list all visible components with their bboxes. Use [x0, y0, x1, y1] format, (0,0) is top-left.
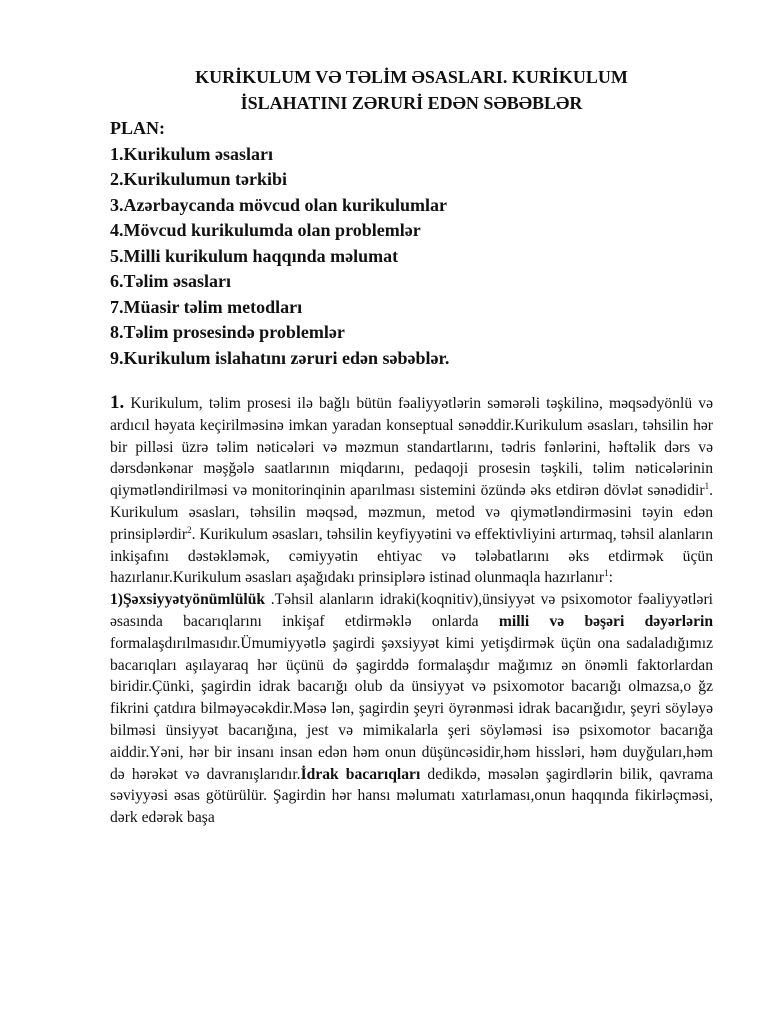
paragraph-text: dedikdə, məsələn şagirdlərin bilik, qavrama səviyyəsi əsas götürülür. Şagirdin hər hansı məlumatı xatırlaması,onun haqqında fikirləçməsi, dərk edərək başa — [110, 765, 713, 827]
plan-list — [110, 142, 713, 372]
plan-item: 8.Təlim prosesində problemlər — [110, 322, 345, 342]
plan-item: 9.Kurikulum islahatını zəruri edən səbəblər. — [110, 347, 450, 368]
plan-item: 5.Milli kurikulum haqqında məlumat — [110, 245, 399, 266]
footnote-ref: 1 — [604, 568, 609, 579]
paragraph-1 — [110, 392, 713, 589]
paragraph-text: formalaşdırılmasıdır.Ümumiyyətlə şagirdi şəxsiyyət kimi yetişdirmək üçün ona sadaladığımız bacarıqları aşılayaraq hər üçünü də şagirddə formalaşdır mağımız ən önəmli faktorlardan biridir.Çünki, şagirdin idrak bacarığı olub da ünsiyyət və psixomotor bacarığı olmazsa,o ğz fikrini çatdıra bilməyəcəkdir.Məsə lən, şagirdin şeyri öyrənməsi idrak bacarığıdır, şeyri söyləyə bilməsi ünsiyyət bacarığına, jest və mimikalarla şeri söyləməsi isə psixomotor bacarığa aiddir.Yəni, hər bir insanı insan edən həm onun düşüncəsidir,həm hissləri, həm duyğuları,həm də hərəkət və davranışlarıdır. — [110, 634, 713, 783]
plan-heading: PLAN: — [110, 118, 165, 138]
plan-item: 3.Azərbaycanda mövcud olan kurikulumlar — [110, 194, 448, 215]
paragraph-text: .Təhsil alanların idraki(koqnitiv),ünsiyyət və psixomotor fəaliyyətləri əsasında bacarıqlarını inkişaf etdirməklə onlarda — [110, 591, 713, 630]
plan-item: 6.Təlim əsasları — [110, 271, 231, 291]
emphasis-text: milli və bəşəri dəyərlərin — [498, 612, 713, 630]
footnote-ref: 2 — [187, 524, 192, 535]
emphasis-text: İdrak bacarıqları — [300, 765, 421, 783]
principle-heading: 1)Şəxsiyyətyönümlülük — [110, 591, 266, 609]
plan-item: 2.Kurikulumun tərkibi — [110, 169, 288, 189]
paragraph-text: : — [608, 569, 613, 587]
document-title-line-1: KURİKULUM VƏ TƏLİM ƏSASLARI. KURİKULUM — [195, 67, 628, 87]
paragraph-number: 1. — [110, 392, 125, 413]
plan-item: 1.Kurikulum əsasları — [110, 143, 274, 164]
paragraph-text: . Kurikulum əsasları, təhsilin məqsəd, məzmun, metod və qiymətləndirməsini təyin edən prinsiplərdir — [110, 482, 713, 543]
footnote-ref: 1 — [704, 481, 710, 491]
document-page — [110, 64, 713, 829]
document-title-line-2: İSLAHATINI ZƏRURİ EDƏN SƏBƏBLƏR — [240, 93, 583, 113]
paragraph-text: . Kurikulum əsasları, təhsilin keyfiyyətini və effektivliyini artırmaq, təhsil alanların inkişafını dəstəkləmək, cəmiyyətin ehtiyac və tələbatlarını əks etdirmək üçün hazırlanır.Kurikulum əsasları aşağıdakı prinsiplərə istinad olunmaqla hazırlanır — [110, 525, 713, 587]
paragraph-text: Kurikulum, təlim prosesi ilə bağlı bütün fəaliyyətlərin səmərəli təşkilinə, məqsədyönlü və ardıcıl həyata keçirilməsinə imkan yaradan konseptual sənəddir.Kurikulum əsasları, təhsilin hər bir pilləsi üzrə təlim nəticələri və məzmun standartlarını, tədris fənlərini, həftəlik dərs və dərsdənkənar məşğələ saatlarının miqdarını, pedaqoji prosesin təşkili, təlim nəticələrinin qiymətləndirilməsi və monitorinqinin aparılması sistemini özündə əks etdirən dövlət sənədidir — [110, 395, 713, 500]
paragraph-2 — [110, 589, 713, 829]
plan-item: 7.Müasir təlim metodları — [110, 296, 303, 317]
plan-item: 4.Mövcud kurikulumda olan problemlər — [110, 220, 421, 240]
